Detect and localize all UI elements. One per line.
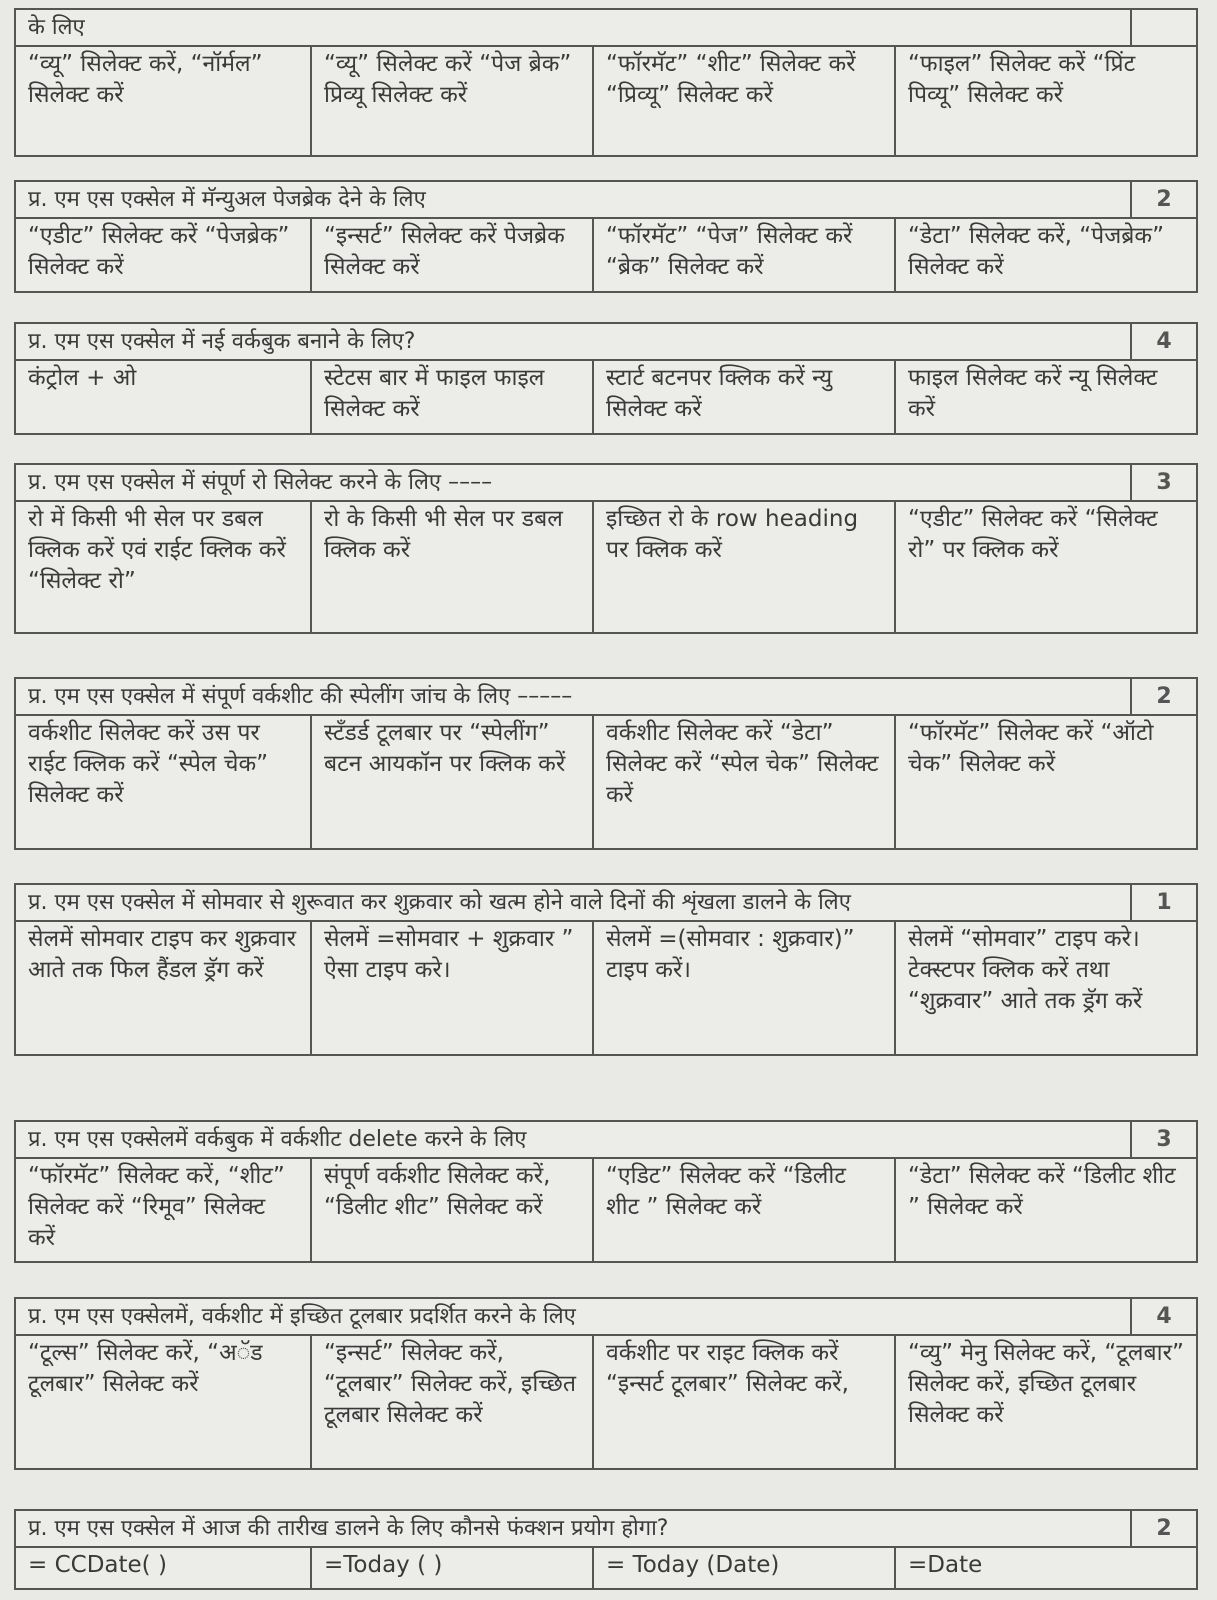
answer-number: 4 [1130,1299,1196,1334]
option-4: =Date [908,1552,983,1578]
question-block-4 [14,463,1198,634]
option-3: = Today (Date) [594,1548,896,1588]
options-row [16,47,1196,155]
option-2: सेलमें =सोमवार + शुक्रवार ” ऐसा टाइप करे। [312,922,594,1054]
question-text: प्र. एम एस एक्सेल में आज की तारीख डालने के लिए कौनसे फंक्शन प्रयोग होगा? [28,1516,669,1541]
option-4: सेलमें “सोमवार” टाइप करे। टेक्स्टपर क्लिक करें तथा “शुक्रवार” आते तक ड्रॅग करें [908,926,1143,1014]
option-2: =Today ( ) [312,1548,594,1588]
question-text: प्र. एम एस एक्सेलमें वर्कबुक में वर्कशीट delete करने के लिए [28,1127,527,1152]
answer-number: 3 [1130,1122,1196,1157]
options-row [16,361,1196,433]
question-text: प्र. एम एस एक्सेल में सोमवार से शुरूवात कर शुक्रवार को खत्म होने वाले दिनों की शृंखला डालने के लिए [28,890,851,915]
option-2: स्टॅंडर्ड टूलबार पर “स्पेलींग” बटन आयकॉन पर क्लिक करें [312,716,594,848]
question-text: प्र. एम एस एक्सेल में संपूर्ण रो सिलेक्ट करने के लिए –––– [28,470,493,495]
option-4: “फॉरमॅट” सिलेक्ट करें “ऑटो चेक” सिलेक्ट करें [908,720,1154,777]
option-4: फाइल सिलेक्ट करें न्यू सिलेक्ट करें [908,365,1158,422]
option-2: “व्यू” सिलेक्ट करें “पेज ब्रेक” प्रिव्यू सिलेक्ट करें [312,47,594,155]
option-4: “डेटा” सिलेक्ट करें, “पेजब्रेक” सिलेक्ट करें [908,223,1164,280]
option-2: स्टेटस बार में फाइल फाइल सिलेक्ट करें [312,361,594,433]
option-4: “डेटा” सिलेक्ट करें “डिलीट शीट ” सिलेक्ट करें [908,1163,1176,1220]
option-2: रो के किसी भी सेल पर डबल क्लिक करें [312,502,594,632]
question-row [16,679,1196,716]
options-row [16,502,1196,632]
answer-number: 2 [1130,679,1196,714]
option-3: “फॉरमॅट” “पेज” सिलेक्ट करें “ब्रेक” सिलेक्ट करें [594,219,896,291]
option-1: “व्यू” सिलेक्ट करें, “नॉर्मल” सिलेक्ट करें [16,47,312,155]
option-1: रो में किसी भी सेल पर डबल क्लिक करें एवं राईट क्लिक करें “सिलेक्ट रो” [16,502,312,632]
question-block-1 [14,8,1198,157]
option-1: सेलमें सोमवार टाइप कर शुक्रवार आते तक फिल हैंडल ड्रॅग करें [16,922,312,1054]
question-row [16,10,1196,47]
option-1: “फॉरमॅट” सिलेक्ट करें, “शीट” सिलेक्ट करें “रिमूव” सिलेक्ट करें [16,1159,312,1261]
question-row [16,1122,1196,1159]
question-block-7 [14,1120,1198,1263]
options-row [16,1336,1196,1468]
option-3: वर्कशीट पर राइट क्लिक करें “इन्सर्ट टूलबार” सिलेक्ट करें, [594,1336,896,1468]
answer-number: 3 [1130,465,1196,500]
question-block-5 [14,677,1198,850]
answer-number: 4 [1130,324,1196,359]
question-row [16,182,1196,219]
question-block-3 [14,322,1198,435]
option-1: कंट्रोल + ओ [16,361,312,433]
option-3: “फॉरमॅट” “शीट” सिलेक्ट करें “प्रिव्यू” सिलेक्ट करें [594,47,896,155]
question-row [16,1511,1196,1548]
option-4: “एडीट” सिलेक्ट करें “सिलेक्ट रो” पर क्लिक करें [908,506,1158,563]
question-block-9 [14,1509,1198,1590]
question-text: प्र. एम एस एक्सेलमें, वर्कशीट में इच्छित टूलबार प्रदर्शित करने के लिए [28,1304,576,1329]
option-1: “टूल्स” सिलेक्ट करें, “अॅड टूलबार” सिलेक्ट करें [16,1336,312,1468]
question-text: प्र. एम एस एक्सेल में संपूर्ण वर्कशीट की स्पेलींग जांच के लिए ––––– [28,684,573,709]
option-2: “इन्सर्ट” सिलेक्ट करें पेजब्रेक सिलेक्ट करें [312,219,594,291]
option-1: = CCDate( ) [16,1548,312,1588]
option-2: संपूर्ण वर्कशीट सिलेक्ट करें, “डिलीट शीट” सिलेक्ट करें [312,1159,594,1261]
option-4: “फाइल” सिलेक्ट करें “प्रिंट पिव्यू” सिलेक्ट करें [908,51,1136,108]
answer-number: 2 [1130,182,1196,217]
question-block-6 [14,883,1198,1056]
options-row [16,219,1196,291]
question-block-2 [14,180,1198,293]
option-2: “इन्सर्ट” सिलेक्ट करें, “टूलबार” सिलेक्ट करें, इच्छित टूलबार सिलेक्ट करें [312,1336,594,1468]
question-block-8 [14,1297,1198,1470]
option-4: “व्यु” मेनु सिलेक्ट करें, “टूलबार” सिलेक्ट करें, इच्छित टूलबार सिलेक्ट करें [908,1340,1184,1428]
options-row [16,716,1196,848]
option-3: वर्कशीट सिलेक्ट करें “डेटा” सिलेक्ट करें “स्पेल चेक” सिलेक्ट करें [594,716,896,848]
options-row [16,922,1196,1054]
question-row [16,1299,1196,1336]
option-1: वर्कशीट सिलेक्ट करें उस पर राईट क्लिक करें “स्पेल चेक” सिलेक्ट करें [16,716,312,848]
options-row [16,1159,1196,1261]
option-3: इच्छित रो के row heading पर क्लिक करें [594,502,896,632]
question-row [16,885,1196,922]
question-text: के लिए [28,15,85,40]
option-3: सेलमें =(सोमवार : शुक्रवार)” टाइप करें। [594,922,896,1054]
option-1: “एडीट” सिलेक्ट करें “पेजब्रेक” सिलेक्ट करें [16,219,312,291]
option-3: स्टार्ट बटनपर क्लिक करें न्यु सिलेक्ट करें [594,361,896,433]
question-text: प्र. एम एस एक्सेल में नई वर्कबुक बनाने के लिए? [28,329,416,354]
question-row [16,465,1196,502]
answer-number: 2 [1130,1511,1196,1546]
option-3: “एडिट” सिलेक्ट करें “डिलीट शीट ” सिलेक्ट करें [594,1159,896,1261]
answer-number [1130,10,1196,45]
question-row [16,324,1196,361]
question-text: प्र. एम एस एक्सेल में मॅन्युअल पेजब्रेक देने के लिए [28,187,426,212]
answer-number: 1 [1130,885,1196,920]
options-row [16,1548,1196,1588]
